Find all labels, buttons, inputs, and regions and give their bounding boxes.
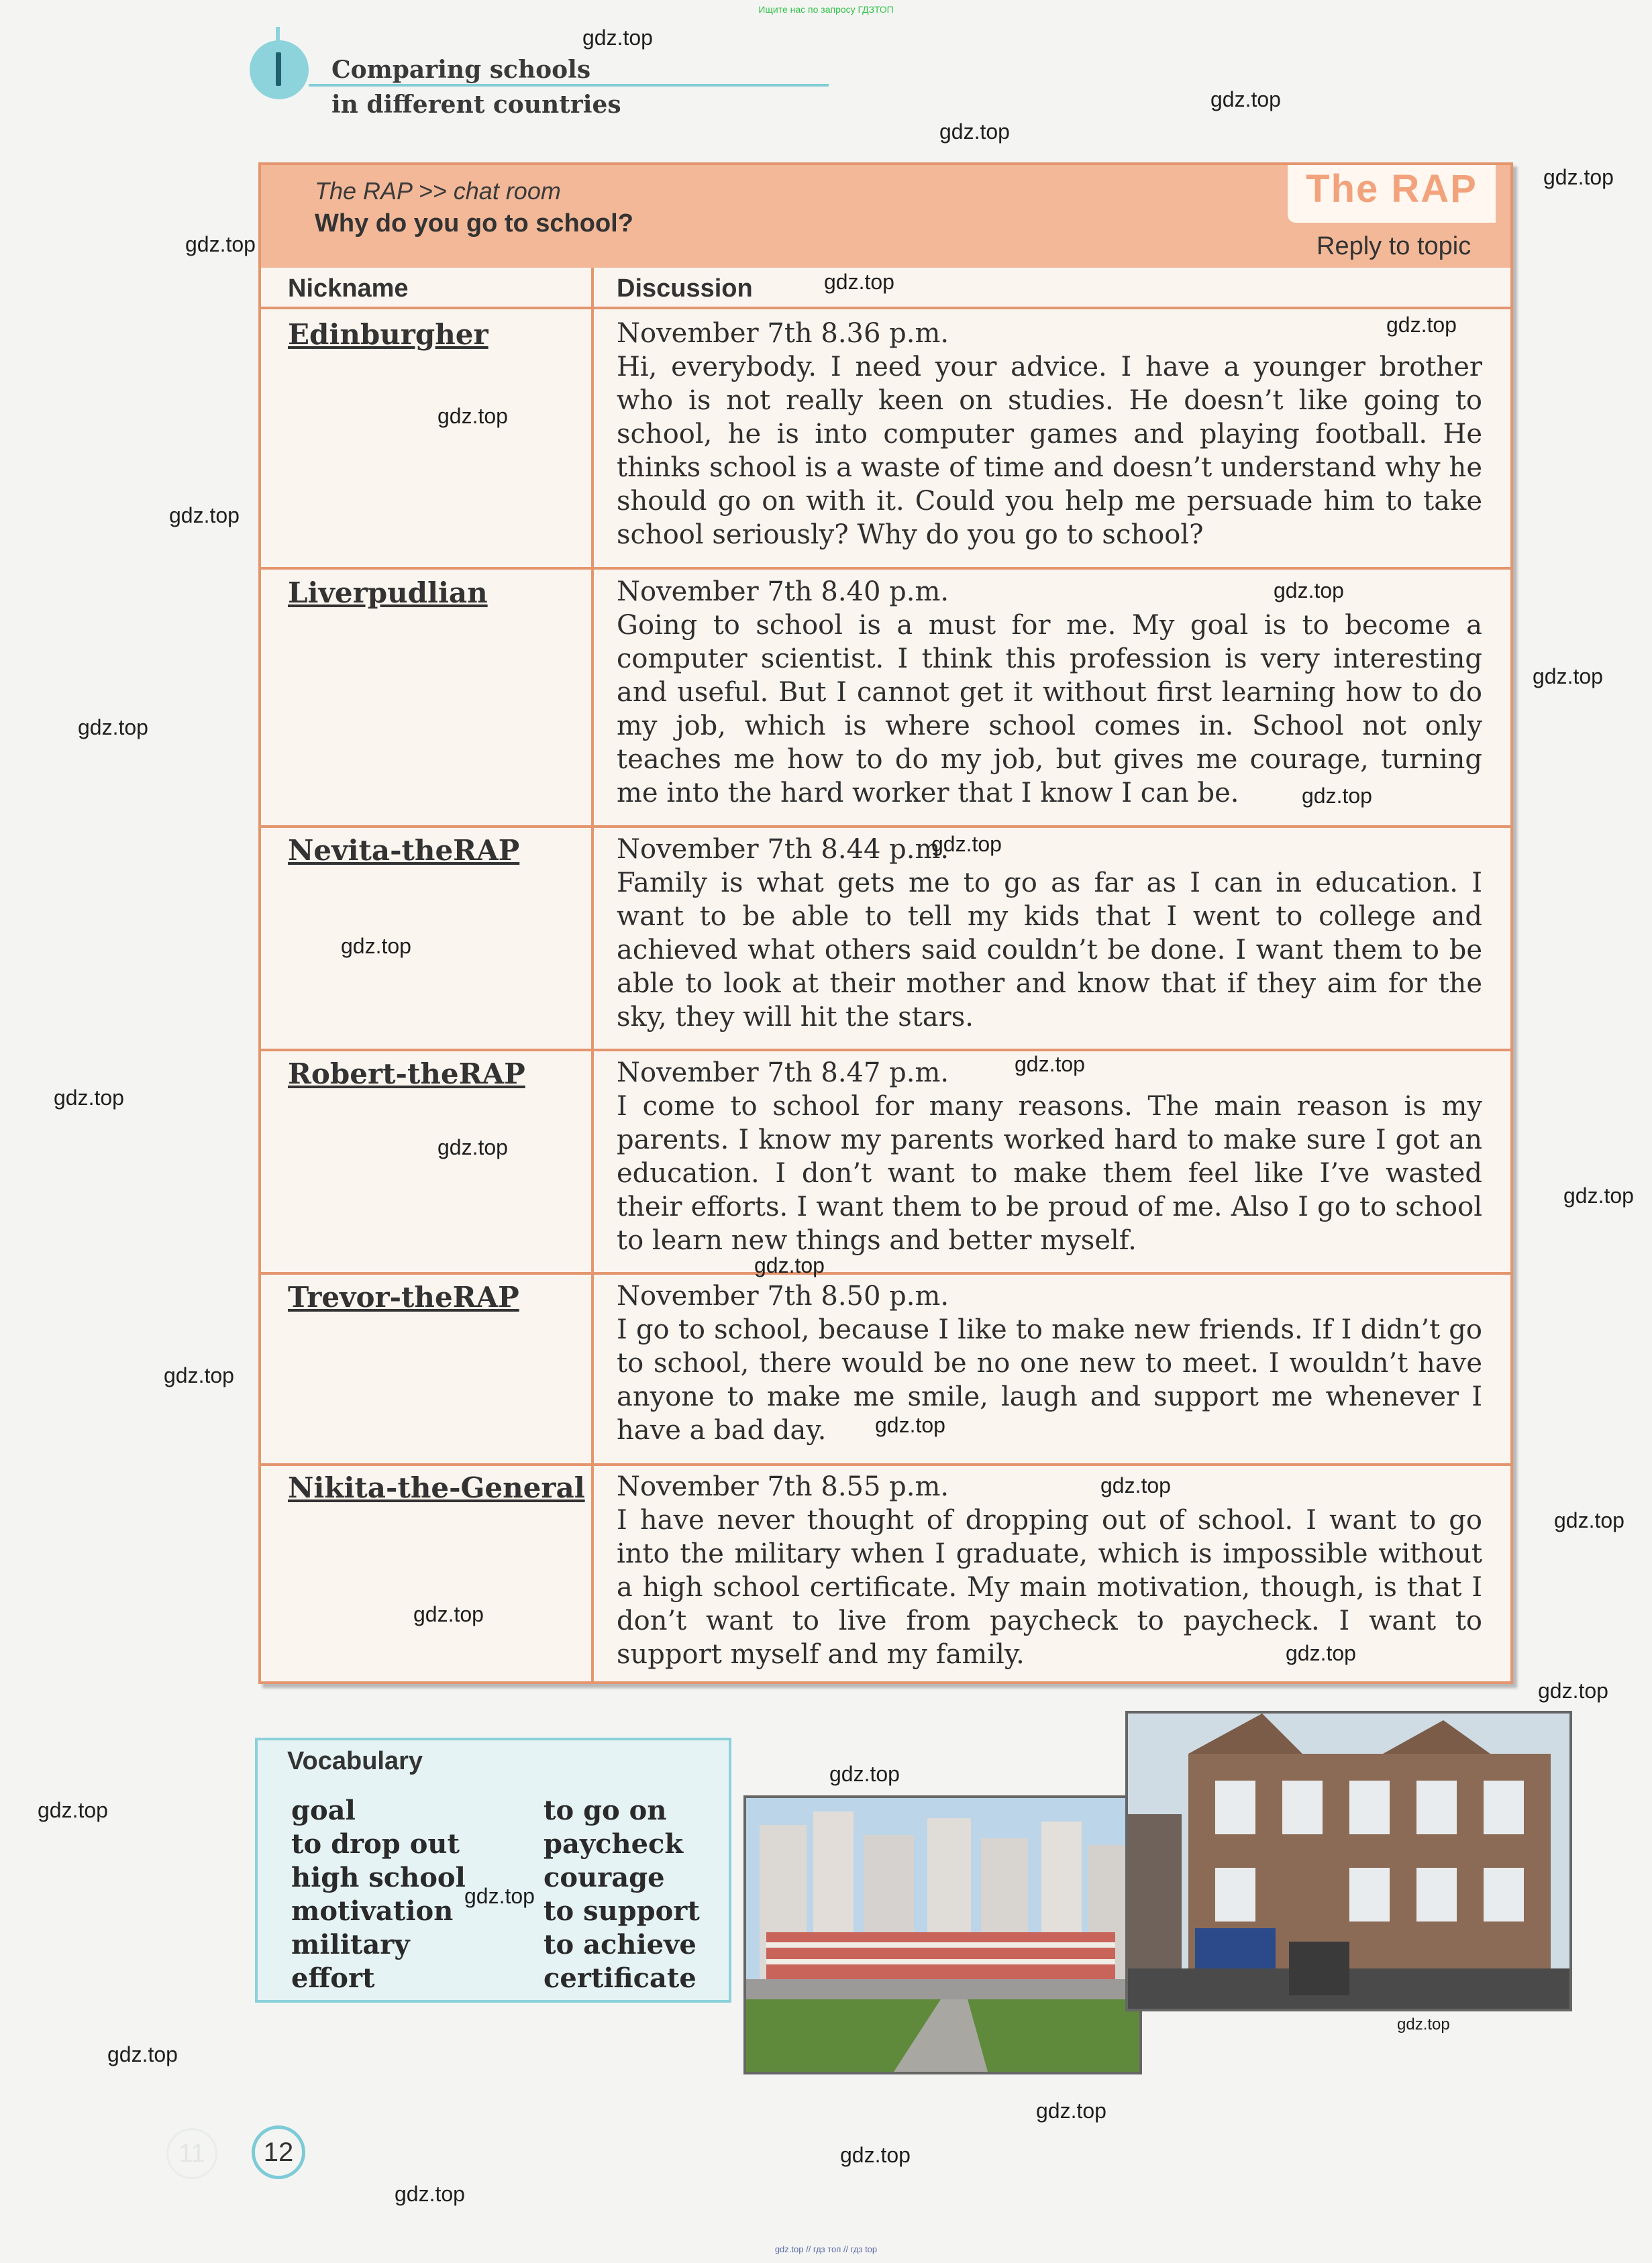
vocabulary-word: to achieve: [544, 1929, 696, 1960]
unit-number-badge: [250, 40, 309, 99]
vocabulary-title: Vocabulary: [287, 1747, 423, 1775]
watermark: gdz.top: [1554, 1508, 1624, 1532]
watermark: gdz.top: [582, 25, 653, 50]
column-header-discussion: Discussion: [617, 274, 753, 303]
post-text: I have never thought of dropping out of school. I want to go into the military when I graduate, which is impossible without a high school certificate. My main motivation, though, is that I don’t want to live from paycheck to paycheck. I want to support myself and my family.: [617, 1505, 1482, 1670]
vocabulary-word: paycheck: [544, 1828, 684, 1860]
watermark: gdz.top: [169, 503, 240, 527]
unit-title-line-1: Comparing schools: [331, 56, 591, 84]
post-text: I come to school for many reasons. The main reason is my parents. I know my parents worked hard to make sure I got an education. I don’t want to make them feel like I’ve wasted their efforts. I want them to be proud of me. Also I go to school to learn new things and better myself.: [617, 1091, 1482, 1256]
watermark: gdz.top: [1533, 664, 1603, 688]
row-divider: [261, 1272, 1510, 1275]
faint-page-number: 11: [166, 2128, 217, 2179]
watermark: gdz.top: [1015, 1052, 1085, 1076]
watermark: gdz.top: [1538, 1679, 1608, 1703]
chat-room-panel: [258, 162, 1513, 1684]
watermark: gdz.top: [875, 1413, 945, 1437]
watermark: gdz.top: [107, 2042, 178, 2066]
watermark: gdz.top: [437, 404, 508, 428]
unit-number-glyph: [276, 52, 281, 86]
brick-school-illustration: [1128, 1714, 1569, 2009]
watermark: gdz.top: [824, 270, 894, 294]
post-text: Going to school is a must for me. My goal is to become a computer scientist. I think this profession is very interesting and useful. But I cannot get it without first learning how to do my job, which is where school comes in. School not only teaches me how to do my job, but gives me courage, turning me into the hard worker that I know I can be.: [617, 610, 1482, 808]
rap-logo: The RAP: [1306, 167, 1478, 211]
watermark: gdz.top: [1274, 578, 1344, 602]
watermark: gdz.top: [164, 1363, 234, 1387]
watermark: gdz.top: [1286, 1641, 1356, 1665]
watermark: gdz.top: [1036, 2099, 1106, 2123]
post-text: Hi, everybody. I need your advice. I have a younger brother who is not really keen on studies. He doesn’t like going to school, he is into computer games and playing football. He thinks school is a waste of time and doesn’t understand why he should go on with it. Could you help me persuade him to take school seriously? Why do you go to school?: [617, 352, 1482, 550]
post-date: November 7th 8.50 p.m.: [617, 1281, 949, 1312]
row-divider: [261, 567, 1510, 570]
watermark: gdz.top: [931, 832, 1002, 856]
bottom-watermark-note: gdz.top // гдз топ // гдз top: [774, 2244, 878, 2254]
chat-room-header: [261, 165, 1510, 268]
vocabulary-word: to support: [544, 1895, 700, 1927]
watermark: gdz.top: [829, 1762, 900, 1786]
post-date: November 7th 8.47 p.m.: [617, 1057, 949, 1088]
post-body: [617, 317, 1482, 551]
vocabulary-word: to drop out: [291, 1828, 460, 1860]
vocabulary-word: motivation: [291, 1895, 454, 1927]
post-nickname-nikita[interactable]: Nikita-the-General: [288, 1471, 585, 1504]
watermark: gdz.top: [413, 1602, 484, 1626]
watermark: gdz.top: [1563, 1183, 1634, 1208]
watermark: gdz.top: [1386, 313, 1457, 337]
post-text: I go to school, because I like to make new friends. If I didn’t go to school, there would be no one new to meet. I wouldn’t have anyone to make me smile, laugh and support me whenever I have a bad day.: [617, 1314, 1482, 1446]
watermark: gdz.top: [1100, 1473, 1171, 1497]
watermark: gdz.top: [54, 1086, 124, 1110]
watermark: gdz.top: [840, 2143, 911, 2167]
photo-brick-school: [1125, 1711, 1572, 2011]
watermark: gdz.top: [754, 1253, 825, 1277]
watermark: gdz.top: [1302, 784, 1372, 808]
modern-school-illustration: [746, 1798, 1139, 2072]
vocabulary-box: [255, 1738, 731, 2003]
vocabulary-word: to go on: [544, 1795, 667, 1826]
row-divider: [261, 307, 1510, 309]
chat-breadcrumb[interactable]: The RAP >> chat room: [315, 177, 561, 205]
watermark: gdz.top: [1397, 2015, 1450, 2034]
watermark: gdz.top: [341, 934, 411, 958]
row-divider: [261, 825, 1510, 828]
rap-logo-tab: [1288, 165, 1496, 223]
post-nickname-edinburgher[interactable]: Edinburgher: [288, 318, 488, 351]
post-text: Family is what gets me to go as far as I can in education. I want to be able to tell my kids that I went to college and achieved what others said couldn’t be done. I want them to be able to look at their mother and know that if they aim for the sky, they will hit the stars.: [617, 867, 1482, 1033]
watermark: gdz.top: [437, 1135, 508, 1159]
post-body: [617, 575, 1482, 810]
watermark: gdz.top: [78, 715, 148, 739]
post-body: [617, 1056, 1482, 1257]
row-divider: [261, 1463, 1510, 1466]
post-date: November 7th 8.36 p.m.: [617, 318, 949, 349]
reply-to-topic-link[interactable]: Reply to topic: [1317, 232, 1472, 260]
post-nickname-robert[interactable]: Robert-theRAP: [288, 1057, 525, 1090]
watermark: gdz.top: [38, 1798, 108, 1822]
post-nickname-trevor[interactable]: Trevor-theRAP: [288, 1281, 519, 1314]
page-number: 12: [252, 2125, 305, 2179]
chat-topic-title: Why do you go to school?: [315, 209, 633, 238]
unit-title-line-2: in different countries: [331, 91, 621, 119]
vocabulary-word: high school: [291, 1862, 466, 1893]
vocabulary-word: courage: [544, 1862, 665, 1893]
post-body: [617, 1279, 1482, 1447]
unit-badge-tick: [276, 27, 280, 42]
watermark: gdz.top: [1543, 165, 1614, 189]
vocabulary-word: certificate: [544, 1962, 696, 1994]
vocabulary-word: effort: [291, 1962, 375, 1994]
post-date: November 7th 8.55 p.m.: [617, 1471, 949, 1502]
photo-modern-school: [743, 1795, 1142, 2074]
vocabulary-column-1: [291, 1794, 466, 1995]
row-divider: [261, 1049, 1510, 1051]
post-nickname-nevita[interactable]: Nevita-theRAP: [288, 834, 520, 867]
vocabulary-word: goal: [291, 1795, 356, 1826]
column-header-nickname: Nickname: [288, 274, 409, 303]
post-nickname-liverpudlian[interactable]: Liverpudlian: [288, 576, 488, 609]
watermark: gdz.top: [464, 1884, 535, 1908]
top-search-note: Ищите нас по запросу ГДЗТОП: [758, 4, 894, 15]
unit-title: [331, 52, 621, 122]
post-date: November 7th 8.40 p.m.: [617, 576, 949, 607]
post-date: November 7th 8.44 p.m.: [617, 834, 949, 865]
watermark: gdz.top: [395, 2182, 465, 2206]
vocabulary-word: military: [291, 1929, 410, 1960]
post-body: [617, 833, 1482, 1034]
watermark: gdz.top: [185, 232, 256, 256]
column-divider: [591, 268, 594, 1684]
watermark: gdz.top: [939, 119, 1010, 144]
watermark: gdz.top: [1210, 87, 1281, 111]
vocabulary-column-2: [544, 1794, 700, 1995]
